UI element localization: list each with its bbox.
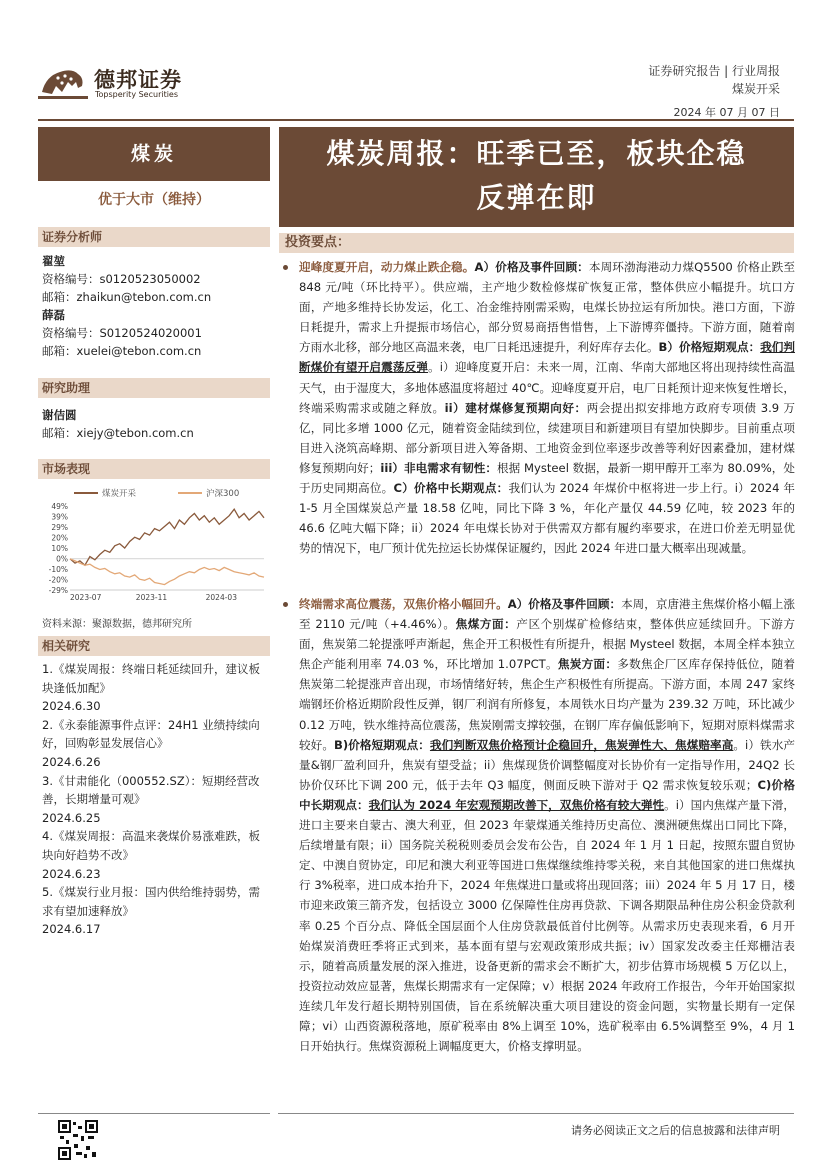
point-sub-label: ii）建材煤修复预期向好： xyxy=(444,400,587,415)
y-tick-label: 20% xyxy=(51,533,68,543)
point-view: 我们认为 2024 年宏观预期改善下，双焦价格有较大弹性 xyxy=(368,797,665,812)
y-tick-label: -29% xyxy=(48,586,68,595)
point-sub-label: 。i）迎峰度夏开启： xyxy=(428,360,538,375)
point-view: 我们判断煤价有望开启震荡反弹 xyxy=(299,340,795,375)
footer-disclaimer: 请务必阅读正文之后的信息披露和法律声明 xyxy=(571,1124,780,1137)
report-sector: 煤炭开采 xyxy=(731,82,780,96)
analyst-name: 翟堃 xyxy=(42,254,65,268)
y-tick-label: -20% xyxy=(48,575,68,585)
cert-label: 资格编号： xyxy=(42,272,100,286)
footer-divider-left xyxy=(38,1113,270,1114)
email-label: 邮箱： xyxy=(42,344,77,358)
point-sub-label: 焦炭方面： xyxy=(557,657,618,672)
assistant-block xyxy=(42,406,194,442)
related-item[interactable] xyxy=(42,827,262,883)
related-heading: 相关研究 xyxy=(38,636,270,656)
point-label: A）价格及事件回顾： xyxy=(474,260,589,274)
report-title xyxy=(279,127,794,227)
email-label: 邮箱： xyxy=(42,426,77,440)
cert-label: 资格编号： xyxy=(42,326,100,340)
related-item[interactable] xyxy=(42,660,262,716)
x-tick-label: 2023-11 xyxy=(135,593,168,602)
assistant-email[interactable]: xiejy@tebon.com.cn xyxy=(76,426,194,440)
cert-number: s0120523050002 xyxy=(99,272,201,286)
series-line xyxy=(70,559,264,585)
related-date: 2024.6.30 xyxy=(42,699,101,714)
point-label: B)价格短期观点： xyxy=(334,737,430,752)
bullet-icon xyxy=(283,602,288,607)
point-label: C）价格中长期观点： xyxy=(393,481,509,496)
legend-label: 煤炭开采 xyxy=(102,489,137,499)
chart-source: 资料来源：聚源数据，德邦研究所 xyxy=(42,619,192,630)
report-type xyxy=(648,62,780,98)
point-text: 我们认为 2024 年煤价中枢将进一步上行。i）2024 年 1-5 月全国煤炭总产量 18.58 亿吨，同比下降 3 %，年化产量仅 44.59 亿吨，较 2023 年的 46.6 亿吨大幅下降；ii）2024 年电煤长协对于供需双方都有履约率要求，在进口价差无明显优势的情况下，电厂预计优先拉运长协煤保证履约，因此 2024 年进口量大概率出现减量。 xyxy=(299,481,795,556)
point-text: 多数焦企厂区库存保持低位，随着焦炭第二轮提涨声音出现，市场情绪好转，焦企生产积极性有所提高。下游方面，本周 247 家终端钢坯价格近期阶段性反弹，钢厂利润有所修复，本周铁水日均产量为 239.32 万吨，环比减少 0.12 万吨，铁水维持高位震荡，焦炭刚需支撑较强，在钢厂库存偏低影响下，短期对原料煤需求较好。 xyxy=(299,657,795,752)
y-tick-label: 39% xyxy=(51,512,68,522)
point-text: 根据 Mysteel 数据，最新一期甲醇开工率为 80.09%，处于历史同期高位。 xyxy=(299,460,795,496)
related-title: 5.《煤炭行业月报：国内供给维持弱势，需求有望加速释放》 xyxy=(42,885,260,918)
x-tick-label: 2023-07 xyxy=(70,593,102,602)
analyst-email[interactable]: xuelei@tebon.com.cn xyxy=(76,344,202,358)
point-lead: 迎峰度夏开启，动力煤止跌企稳。 xyxy=(299,260,475,274)
point-text: 。i）国内焦煤产量下滑，进口主要来自蒙古、澳大利亚，但 2023 年蒙煤通关维持历史高位、澳洲硬焦煤出口同比下降，后续增量有限；ii）国务院关税税则委员会发布公告，自 2024 年 1 月 1 日起，按照东盟自贸协定、中澳自贸协定，印尼和澳大利亚等国进口焦煤继续维持零关税，来自其他国家的进口焦煤执行 3%税率，进口成本抬升下，2024 年焦煤进口量或将出现回落；iii）2024 年 5 月 17 日，楼市迎来政策三箭齐发，包括设立 3000 亿保障性住房再贷款、下调各期限品种住房公积金贷款利率 0.25 个百分点、降低全国层面个人住房贷款最低首付比例等。从需求历史表现来看，6 月开始煤炭消费旺季将正式到来，基本面有望与宏观政策形成共振；iv）国家发改委主任郑栅洁表示，随着高质量发展的深入推进，设备更新的需求会不断扩大，初步估算市场规模 5 万亿以上，投资拉动效应显著，焦煤长期需求有一定保障；v）根据 2024 年政府工作报告，今年开始国家拟连续几年发行超长期特别国债，旨在系统解决重大项目建设的资金问题，实物量长期有一定保障；vi）山西资源税落地，原矿税率由 8%上调至 10%，选矿税率由 6.5%调整至 9%，4 月 1 日开始执行。焦煤资源税上调幅度更大，价格支撑明显。 xyxy=(299,797,795,1054)
logo-text-en: Topsperity Securities xyxy=(95,90,179,99)
cert-number: S0120524020001 xyxy=(99,326,202,340)
related-date: 2024.6.25 xyxy=(42,810,101,825)
related-title: 3.《甘肃能化（000552.SZ）：短期经营改善，长期增量可观》 xyxy=(42,773,260,807)
related-research-list xyxy=(42,660,262,939)
y-tick-label: -10% xyxy=(48,565,68,574)
point-text: 。i）铁水产量&钢厂盈利回升，焦炭有望受益；ii）焦煤现货价调整幅度对长协价有一定指导作用，24Q2 长协价仅环比下调 200 元，低于去年 Q3 幅度，侧面反映下游对于 Q2 需求恢复较乐观； xyxy=(299,737,795,792)
analyst-block-1 xyxy=(42,252,211,306)
bullet-icon xyxy=(283,265,288,270)
point-text: 本周环渤海港动力煤Q5500 价格止跌至 848 元/吨（环比持平）。供应端，主产地少数检修煤矿恢复正常，整体供应小幅提升。坑口方面，产地多维持长协发运，化工、冶金维持刚需采购，电煤长协拉运有所加快。港口方面，下游日耗提升，需求上升提振市场信心，部分贸易商捂售惜售，上下游博弈僵持。下游方面，随着南方雨水北移，部分地区高温来袭，电厂日耗迅速提升，利好库存去化。 xyxy=(299,260,795,355)
footer-divider xyxy=(278,1113,794,1114)
point-text: 两会提出拟安排地方政府专项债 3.9 万亿，同比多增 1000 亿元，随着资金陆续到位，续建项目和新建项目有望加快脚步。目前重点项目进入浇筑高峰期、部分新项目进入筹备期、工地资金到位率逐步改善等利好因素叠加，建材煤修复预期向好； xyxy=(299,400,795,475)
related-date: 2024.6.26 xyxy=(42,754,101,769)
key-points-heading: 投资要点： xyxy=(279,233,794,253)
series-line xyxy=(70,509,264,565)
industry-rating: 优于大市（维持） xyxy=(98,192,210,208)
qr-code-icon xyxy=(58,1120,98,1160)
report-category: 证券研究报告 | 行业周报 xyxy=(648,64,780,78)
report-date: 2024 年 07 月 07 日 xyxy=(673,106,780,119)
point-text: 未来一周，江南、华南大部地区将出现持续性高温天气，由于湿度大，多地体感温度将超过 40℃。迎峰度夏开启，电厂日耗预计迎来恢复性增长，终端采购需求或随之释放。 xyxy=(299,360,795,415)
point-lead: 终端需求高位震荡，双焦价格小幅回升。 xyxy=(299,597,508,611)
point-text: 本周，京唐港主焦煤价格小幅上涨至 2110 元/吨（+4.46%）。 xyxy=(299,597,795,632)
analyst-name: 薛磊 xyxy=(42,308,65,322)
related-title: 4.《煤炭周报：高温来袭煤价易涨难跌，板块向好趋势不改》 xyxy=(42,829,260,862)
related-item[interactable] xyxy=(42,716,262,772)
email-label: 邮箱： xyxy=(42,290,77,304)
related-title: 1.《煤炭周报：终端日耗延续回升，建议板块逢低加配》 xyxy=(42,662,260,695)
related-item[interactable] xyxy=(42,772,262,828)
assistant-heading: 研究助理 xyxy=(38,378,270,398)
title-line-2: 反弹在即 xyxy=(476,181,597,214)
point-sub-label: 焦煤方面： xyxy=(455,617,517,632)
related-title: 2.《永泰能源事件点评：24H1 业绩持续向好，回购彰显发展信心》 xyxy=(42,717,260,751)
y-tick-label: 0% xyxy=(56,554,68,564)
key-point-coking-coal xyxy=(279,594,795,1056)
market-heading: 市场表现 xyxy=(38,459,270,479)
related-date: 2024.6.17 xyxy=(42,922,101,937)
x-tick-label: 2024-03 xyxy=(205,593,237,602)
market-chart xyxy=(40,484,268,606)
industry-label: 煤炭 xyxy=(38,127,270,181)
related-date: 2024.6.23 xyxy=(42,866,101,881)
title-line-1: 煤炭周报：旺季已至，板块企稳 xyxy=(326,137,747,170)
point-view: 我们判断双焦价格预计企稳回升，焦炭弹性大、焦煤赔率高 xyxy=(429,737,734,752)
analyst-email[interactable]: zhaikun@tebon.com.cn xyxy=(76,290,212,304)
y-tick-label: 49% xyxy=(51,502,68,511)
analyst-heading: 证券分析师 xyxy=(38,227,270,247)
y-tick-label: 10% xyxy=(51,544,68,553)
point-label: A）价格及事件回顾： xyxy=(507,597,622,611)
related-item[interactable] xyxy=(42,883,262,939)
logo-text-cn: 德邦证券 xyxy=(94,68,182,92)
assistant-name: 谢佶圆 xyxy=(42,408,77,422)
y-tick-label: 29% xyxy=(51,523,68,532)
header-divider xyxy=(38,119,794,121)
point-sub-label: iii）非电需求有韧性： xyxy=(380,460,497,475)
point-label: C)价格中长期观点： xyxy=(299,777,795,812)
point-label: B）价格短期观点： xyxy=(658,340,761,355)
company-logo-icon xyxy=(38,58,88,102)
key-point-thermal-coal xyxy=(279,257,795,558)
point-text: 产区个别煤矿检修结束，整体供应延续回升。下游方面，焦炭第二轮提涨呼声渐起，焦企开工积极性有所提升，根据 Mysteel 数据，本周全样本独立焦企产能利用率 74.03 %，环比增加 1.07PCT。 xyxy=(299,617,795,672)
legend-label: 沪深300 xyxy=(206,489,240,499)
analyst-block-2 xyxy=(42,306,202,360)
